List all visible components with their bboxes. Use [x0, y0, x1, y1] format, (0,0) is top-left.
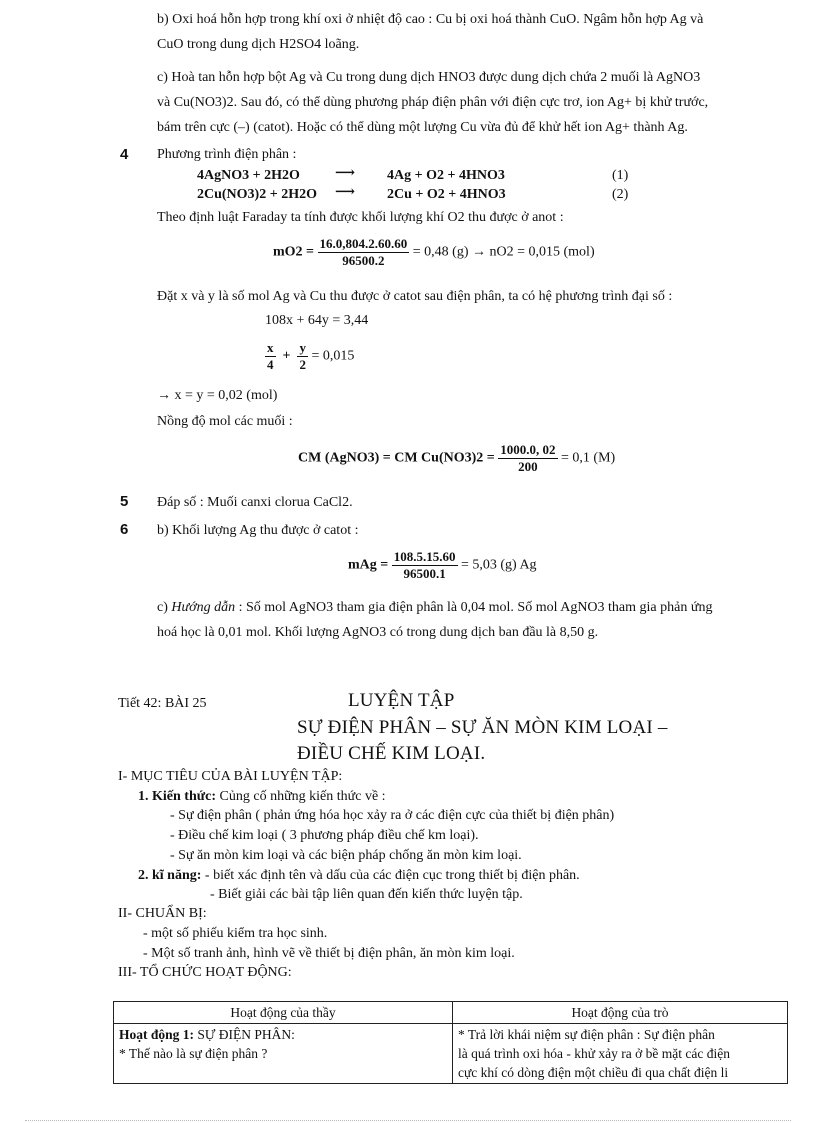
part-b-line1: b) Oxi hoá hỗn hợp trong khí oxi ở nhiệt độ cao : Cu bị oxi hoá thành CuO. Ngâm hỗn hợp Ag và	[157, 12, 704, 27]
part-c-line2: và Cu(NO3)2. Sau đó, có thể dùng phương pháp điện phân với điện cực trơ, ion Ag+ bị khử trước,	[157, 95, 709, 110]
q4-result-xy: → x = y = 0,02 (mol)	[157, 388, 278, 403]
q6-m-numerator: 108.5.15.60	[393, 549, 456, 564]
preparation-item-1: - một số phiếu kiểm tra học sinh.	[143, 926, 328, 941]
q5-text: Đáp số : Muối canxi clorua CaCl2.	[157, 495, 353, 510]
q6-c-line1: c) Hướng dẫn : Số mol AgNO3 tham gia điện phân là 0,04 mol. Số mol AgNO3 tham gia phản ứng	[157, 600, 713, 615]
q4-concentration-formula	[298, 442, 615, 475]
q4-m-numerator: 16.0,804.2.60.60	[319, 236, 408, 251]
q4-m-label: mO2 =	[273, 244, 315, 260]
preparation-item-2: - Một số tranh ảnh, hình vẽ về thiết bị điện phân, ăn mòn kim loại.	[143, 946, 515, 961]
q6-mass-ag-formula	[348, 549, 537, 582]
q6-intro: b) Khối lượng Ag thu được ở catot :	[157, 523, 359, 538]
section-objectives: I- MỤC TIÊU CỦA BÀI LUYỆN TẬP:	[118, 769, 343, 784]
student-activity-cell: * Trả lời khái niệm sự điện phân : Sự điện phân là quá trình oxi hóa - khử xảy ra ở bề mặt các điện cực khí có dòng điện một chiều đi qua chất điện li	[453, 1024, 788, 1084]
lesson-title-3: ĐIỀU CHẾ KIM LOẠI.	[297, 743, 486, 764]
table-header-student: Hoạt động của trò	[453, 1002, 788, 1024]
q6-m-result: = 5,03 (g) Ag	[461, 557, 537, 573]
q4-m-result: = 0,48 (g) → nO2 = 0,015 (mol)	[412, 244, 595, 260]
teacher-activity-cell: Hoạt động 1: SỰ ĐIỆN PHÂN: * Thế nào là sự điện phân ?	[114, 1024, 453, 1084]
q4-eq1-right: 4Ag + O2 + 4HNO3	[387, 168, 505, 183]
q4-c-numerator: 1000.0, 02	[500, 442, 556, 457]
q6-hint-label: Hướng dẫn	[171, 600, 236, 615]
fraction-y-over-2: $\frac{y}{2}$	[299, 340, 306, 372]
q4-intro: Phương trình điện phân :	[157, 147, 297, 162]
part-c-line1: c) Hoà tan hỗn hợp bột Ag và Cu trong dung dịch HNO3 được dung dịch chứa 2 muối là AgNO3	[157, 70, 701, 85]
q4-c-fraction	[498, 442, 557, 475]
q4-eq2-tag: (2)	[612, 187, 629, 202]
skill-line: 2. kĩ năng: - biết xác định tên và dấu của các điện cục trong thiết bị điện phân.	[138, 868, 580, 883]
part-c-line3: bám trên cực (–) (catot). Hoặc có thể dùng một lượng Cu vừa đủ để khử hết ion Ag+ thành Ag.	[157, 120, 688, 135]
q4-c-result: = 0,1 (M)	[561, 450, 616, 466]
q4-mass-o2-formula	[273, 236, 595, 269]
lesson-title-2: SỰ ĐIỆN PHÂN – SỰ ĂN MÒN KIM LOẠI –	[297, 717, 668, 738]
part-b-line2: CuO trong dung dịch H2SO4 loãng.	[157, 37, 360, 52]
q4-faraday: Theo định luật Faraday ta tính được khối lượng khí O2 thu được ở anot :	[157, 210, 564, 225]
activity-label: Hoạt động 1:	[119, 1027, 195, 1042]
q4-system-eq2-rhs: = 0,015	[311, 348, 355, 364]
q4-c-label: CM (AgNO3) = CM Cu(NO3)2 =	[298, 450, 495, 466]
section-activities: III- TỔ CHỨC HOẠT ĐỘNG:	[118, 965, 292, 980]
q4-eq1-tag: (1)	[612, 168, 629, 183]
page-footer-divider	[25, 1120, 791, 1121]
q4-system-intro: Đặt x và y là số mol Ag và Cu thu được ở catot sau điện phân, ta có hệ phương trình đại số :	[157, 289, 673, 304]
q4-m-denominator: 96500.2	[342, 253, 385, 268]
knowledge-item-3: - Sự ăn mòn kim loại và các biện pháp chống ăn mòn kim loại.	[170, 848, 522, 863]
q6-m-fraction	[392, 549, 458, 582]
section-preparation: II- CHUẨN BỊ:	[118, 906, 207, 921]
table-header-teacher: Hoạt động của thầy	[114, 1002, 453, 1024]
activities-table	[113, 1001, 788, 1084]
skill-item-2: - Biết giải các bài tập liên quan đến kiến thức luyện tập.	[210, 887, 523, 902]
q4-c-denominator: 200	[518, 459, 538, 474]
q6-c-line2: hoá học là 0,01 mol. Khối lượng AgNO3 có trong dung dịch ban đầu là 8,50 g.	[157, 625, 599, 640]
q4-system-eq1: 108x + 64y = 3,44	[265, 313, 369, 328]
q4-system-eq2: $\frac{x}{4}$ + $\frac{y}{2}$ = 0,015	[267, 340, 355, 372]
knowledge-item-1: - Sự điện phân ( phản ứng hóa học xảy ra ở các điện cực của thiết bị điện phân)	[170, 808, 615, 823]
fraction-x-over-4: $\frac{x}{4}$	[267, 340, 274, 372]
q4-eq2-right: 2Cu + O2 + 4HNO3	[387, 187, 506, 202]
question-number-5: 5	[120, 493, 129, 510]
arrow-icon: ⟶	[335, 166, 356, 181]
q4-eq2-left: 2Cu(NO3)2 + 2H2O	[197, 187, 317, 202]
table-header-row	[114, 1002, 788, 1024]
arrow-icon: ⟶	[335, 185, 356, 200]
q4-eq1-left: 4AgNO3 + 2H2O	[197, 168, 300, 183]
question-number-6: 6	[120, 521, 129, 538]
lesson-title-1: LUYỆN TẬP	[348, 690, 455, 711]
teacher-question: * Thế nào là sự điện phân ?	[119, 1046, 268, 1061]
lesson-period: Tiết 42: BÀI 25	[118, 696, 207, 711]
table-row	[114, 1024, 788, 1084]
q6-m-denominator: 96500.1	[403, 566, 446, 581]
knowledge-item-2: - Điều chế kim loại ( 3 phương pháp điều chế km loại).	[170, 828, 479, 843]
q4-conc-intro: Nồng độ mol các muối :	[157, 414, 293, 429]
q6-m-label: mAg =	[348, 557, 389, 573]
knowledge-line: 1. Kiến thức: Củng cố những kiến thức về :	[138, 789, 386, 804]
question-number-4: 4	[120, 146, 129, 163]
q4-m-fraction	[318, 236, 410, 269]
